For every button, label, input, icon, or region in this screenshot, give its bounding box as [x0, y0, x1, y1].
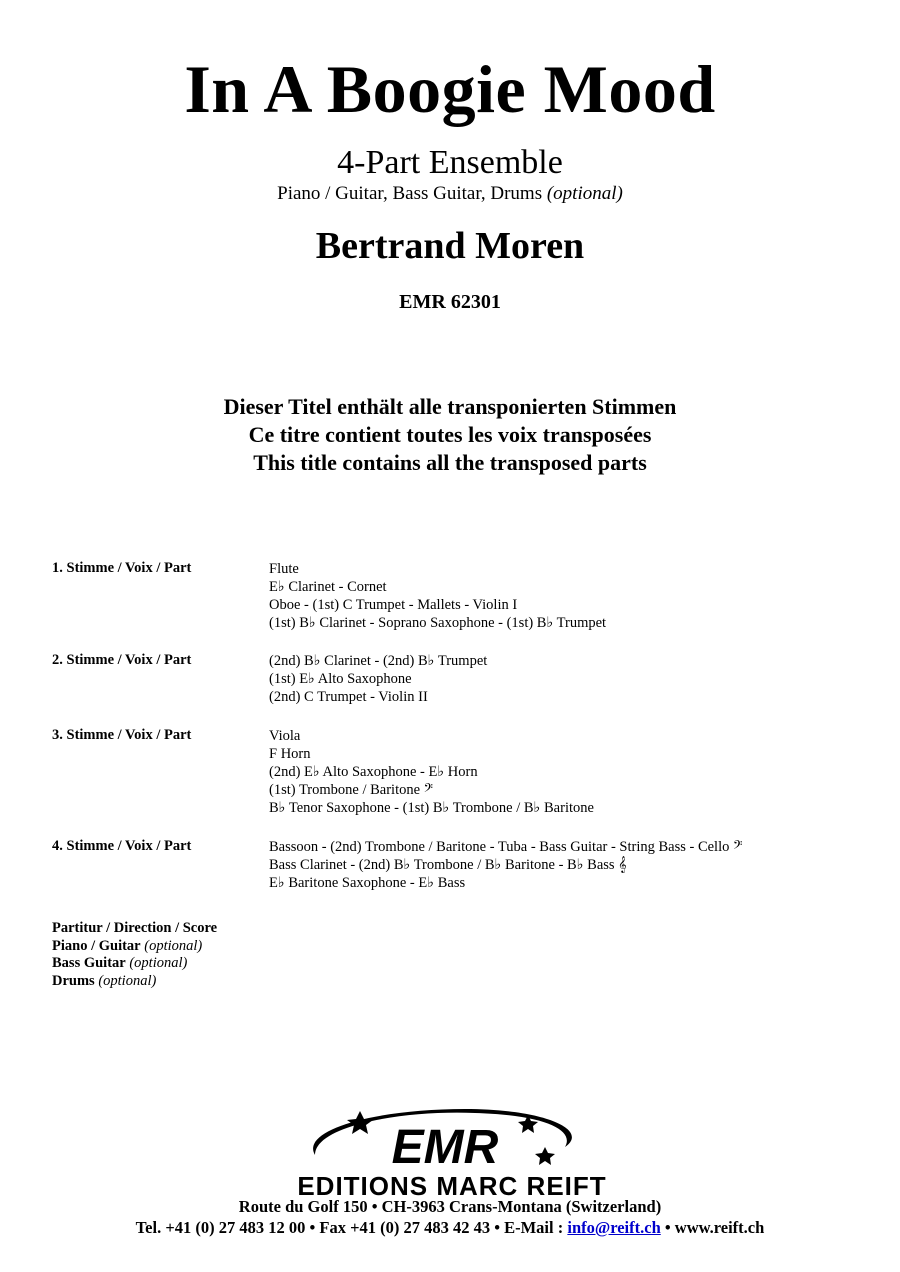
part-item: Flute: [269, 561, 299, 577]
optional-note: (optional): [98, 972, 157, 989]
part-instruments: [269, 560, 606, 632]
publisher-name: EDITIONS MARC REIFT: [297, 1171, 607, 1200]
part-item: (2nd) E♭ Alto Saxophone - E♭ Horn: [269, 764, 478, 780]
part-label: 2. Stimme / Voix / Part: [52, 652, 192, 668]
instrumentation-optional: (optional): [546, 183, 623, 204]
notice-en: This title contains all the transposed parts: [253, 450, 647, 475]
score-line: [52, 920, 217, 938]
part-item: Bassoon - (2nd) Trombone / Baritone - Tuba - Bass Guitar - String Bass - Cello 𝄢: [269, 839, 743, 855]
publisher-contact: [0, 1217, 900, 1239]
instrumentation-list: Piano / Guitar, Bass Guitar, Drums: [277, 183, 543, 204]
notice-de: Dieser Titel enthält alle transponierten Stimmen: [223, 394, 677, 419]
instrumentation: [0, 182, 900, 206]
part-item: (2nd) C Trumpet - Violin II: [269, 689, 428, 705]
part-item: (2nd) B♭ Clarinet - (2nd) B♭ Trumpet: [269, 653, 488, 669]
score-label: Partitur / Direction / Score: [52, 920, 218, 936]
composer: Bertrand Moren: [315, 225, 585, 267]
logo-mark: EMR: [391, 1121, 499, 1174]
logo-star-icon: [347, 1111, 373, 1134]
additional-parts: [52, 920, 217, 990]
part-item: F Horn: [269, 746, 311, 762]
part-label: 3. Stimme / Voix / Part: [52, 727, 192, 743]
subtitle: 4-Part Ensemble: [337, 144, 563, 181]
catalog-code: EMR 62301: [399, 291, 501, 313]
contact-prefix: Tel. +41 (0) 27 483 12 00 • Fax +41 (0) 27 483 42 43 • E-Mail :: [135, 1218, 568, 1237]
part-item: Bass Clarinet - (2nd) B♭ Trombone / B♭ Baritone - B♭ Bass 𝄞: [269, 857, 627, 873]
optional-note: (optional): [129, 955, 188, 971]
part-item: E♭ Clarinet - Cornet: [269, 579, 387, 595]
part-instruments: [269, 727, 594, 817]
part-item: (1st) E♭ Alto Saxophone: [269, 671, 412, 687]
bass-label: Bass Guitar: [52, 955, 126, 971]
part-instruments: [269, 838, 742, 892]
emr-logo: [245, 1105, 660, 1200]
part-item: (1st) B♭ Clarinet - Soprano Saxophone - (1st) B♭ Trumpet: [269, 615, 607, 631]
publisher-address: Route du Golf 150 • CH-3963 Crans-Montana (Switzerland): [238, 1197, 662, 1216]
part-item: (1st) Trombone / Baritone 𝄢: [269, 782, 433, 798]
contact-suffix: • www.reift.ch: [660, 1218, 765, 1237]
piano-line: [52, 938, 217, 956]
notice-fr: Ce titre contient toutes les voix transposées: [248, 422, 652, 447]
part-item: E♭ Baritone Saxophone - E♭ Bass: [269, 875, 466, 891]
drums-label: Drums: [52, 972, 95, 989]
part-item: Viola: [269, 728, 301, 744]
drums-line: [52, 973, 217, 991]
part-label: 4. Stimme / Voix / Part: [52, 838, 192, 854]
email-link[interactable]: info@reift.ch: [567, 1218, 661, 1237]
part-label: 1. Stimme / Voix / Part: [52, 560, 192, 576]
piano-label: Piano / Guitar: [52, 937, 141, 954]
title: In A Boogie Mood: [184, 51, 716, 127]
part-instruments: [269, 652, 487, 706]
part-item: Oboe - (1st) C Trumpet - Mallets - Violin I: [269, 597, 518, 613]
logo-star-icon: [535, 1147, 555, 1165]
optional-note: (optional): [144, 937, 203, 954]
language-notice: [0, 393, 900, 477]
bass-line: [52, 955, 217, 973]
part-item: B♭ Tenor Saxophone - (1st) B♭ Trombone / B♭ Baritone: [269, 800, 594, 816]
